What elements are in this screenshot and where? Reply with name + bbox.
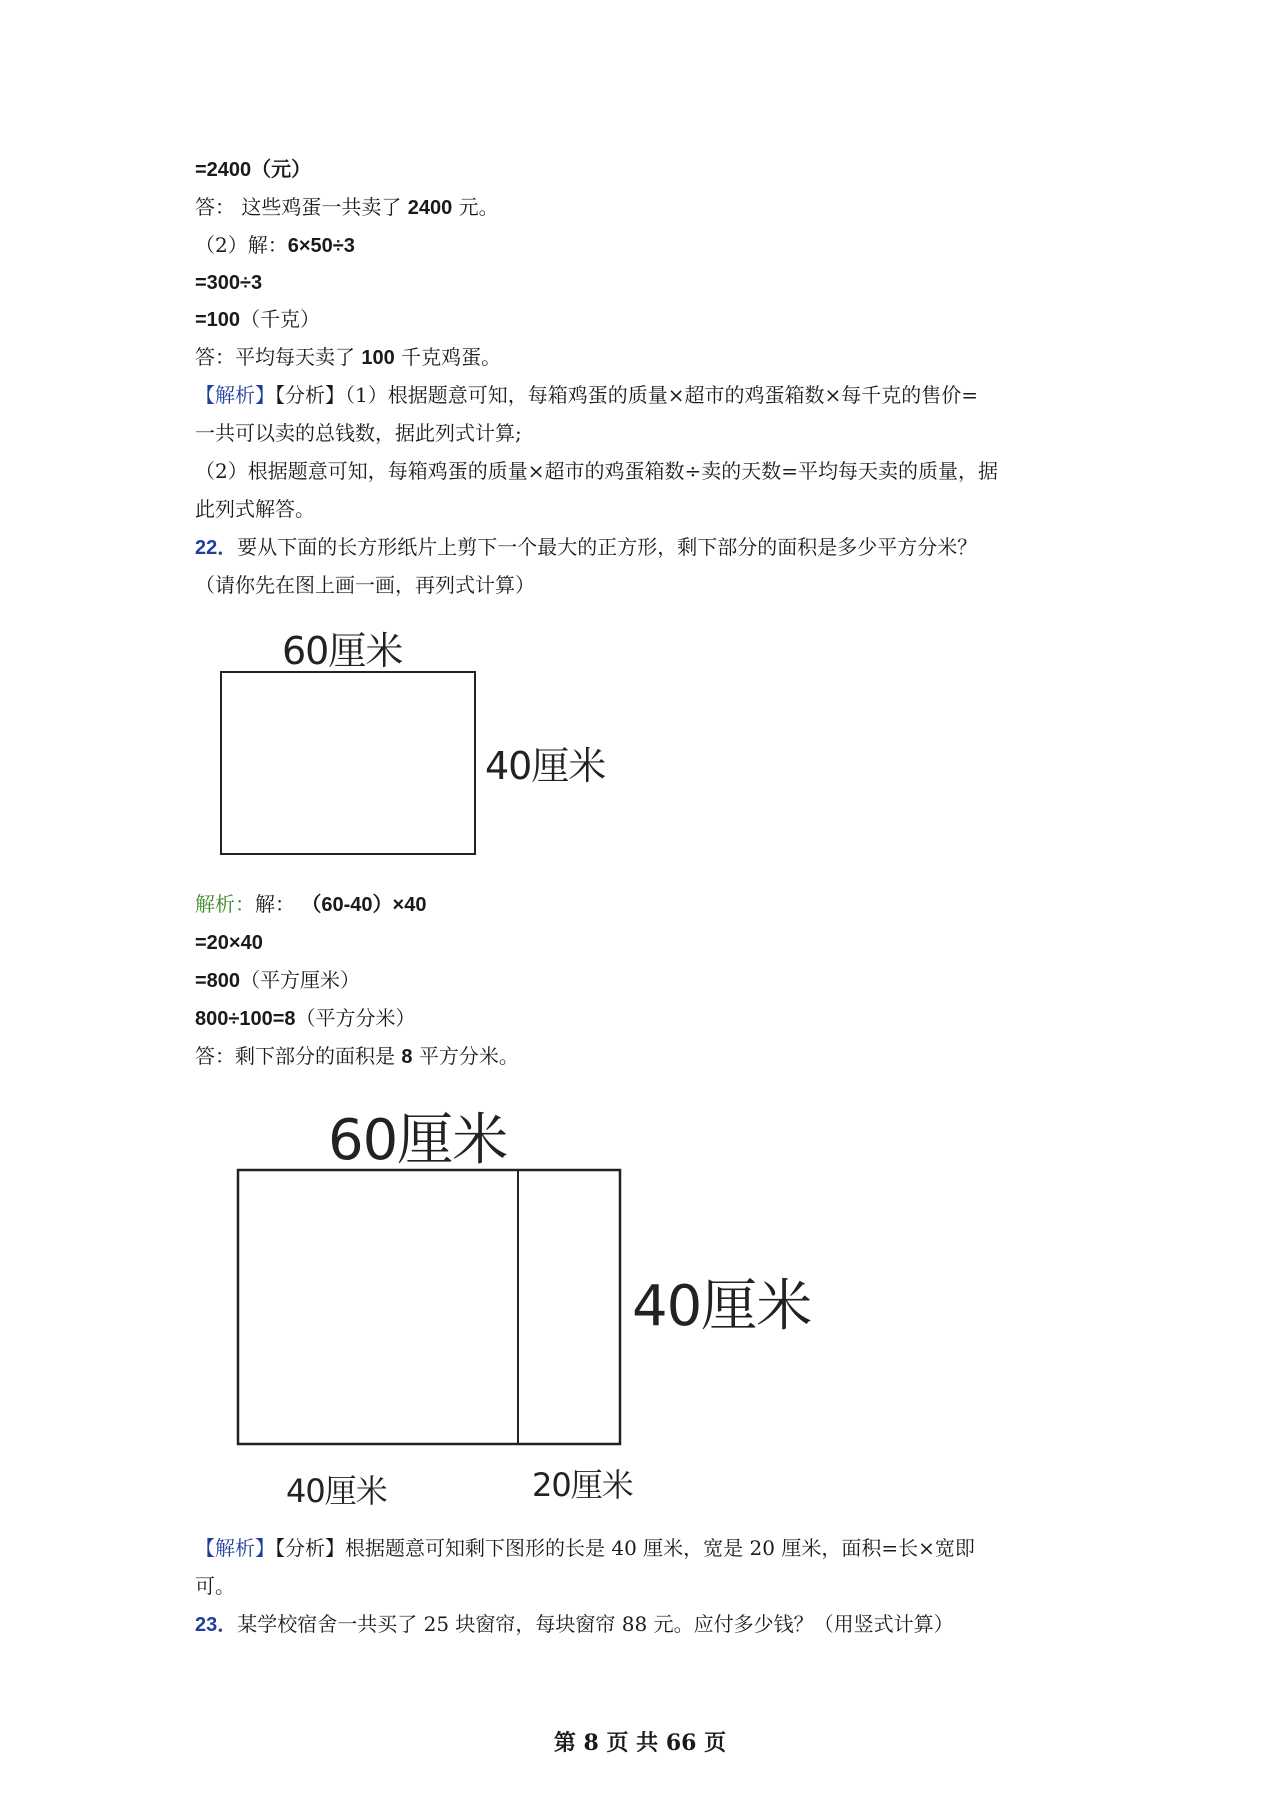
question-text: （请你先在图上画一画，再列式计算）: [195, 573, 535, 597]
solution-line: [195, 231, 355, 260]
calc-result: =800: [195, 970, 241, 992]
solution-label: （2）解：: [195, 233, 288, 257]
analysis-line: [195, 457, 998, 485]
answer-number: 100: [361, 347, 395, 369]
solution-tag: 解析：: [195, 892, 255, 916]
calc-step: =300÷3: [195, 272, 263, 294]
analysis-text: （2）根据题意可知，每箱鸡蛋的质量×超市的鸡蛋箱数÷卖的天数=平均每天卖的质量，据: [195, 459, 998, 483]
calc-conversion: 800÷100=8: [195, 1008, 296, 1030]
answer-unit: 元。: [452, 195, 499, 219]
figure-top-label: 60厘米: [282, 629, 403, 673]
answer-number: 8: [401, 1046, 413, 1068]
calc-line: [195, 268, 262, 297]
analysis-line: [195, 381, 978, 409]
analysis-tag: 【解析】: [195, 383, 275, 407]
calc-line: [195, 155, 311, 184]
calc-unit: （千克）: [240, 307, 321, 331]
answer-text: 答： 这些鸡蛋一共卖了: [195, 195, 408, 219]
question-22: [195, 533, 977, 562]
answer-line: [195, 193, 499, 222]
answer-line: [195, 1042, 519, 1071]
rectangle-figure-1: [210, 620, 630, 860]
calc-result: =100: [195, 309, 241, 331]
answer-text: 答：剩下部分的面积是: [195, 1044, 402, 1068]
calc-line: [195, 305, 320, 334]
analysis-text: 【分析】根据题意可知剩下图形的长是 40 厘米，宽是 20 厘米，面积=长×宽即: [275, 1536, 975, 1560]
answer-unit: 平方分米。: [412, 1044, 519, 1068]
calc-line: [195, 928, 263, 957]
question-text: 某学校宿舍一共买了 25 块窗帘，每块窗帘 88 元。应付多少钱？（用竖式计算）: [237, 1612, 954, 1636]
analysis-line: [195, 495, 315, 523]
calc-line: [195, 1004, 416, 1033]
calc-unit: （平方厘米）: [240, 968, 361, 992]
analysis-text: 此列式解答。: [195, 497, 315, 521]
solution-expression: 6×50÷3: [287, 235, 355, 257]
figure-side-label: 40厘米: [485, 744, 606, 788]
rectangle-figure-2: [220, 1090, 860, 1520]
solution-label: 解：: [255, 892, 295, 916]
figure-side-label: 40厘米: [632, 1274, 812, 1339]
question-22-note: [195, 571, 535, 599]
solution-expression: （60-40）×40: [301, 894, 427, 916]
analysis-text: 可。: [195, 1574, 235, 1598]
calc-unit: （平方分米）: [295, 1006, 416, 1030]
answer-unit: 千克鸡蛋。: [394, 345, 502, 369]
analysis-line: [195, 419, 522, 447]
figure-bottom-left-label: 40厘米: [286, 1472, 387, 1510]
analysis-line: [195, 1572, 235, 1600]
answer-text: 答：平均每天卖了: [195, 345, 362, 369]
answer-line: [195, 343, 501, 372]
page-footer: 第 8 页 共 66 页: [553, 1730, 727, 1756]
solution-line: [195, 890, 426, 919]
analysis-tag: 【解析】: [195, 1536, 275, 1560]
analysis-text: 【分析】（1）根据题意可知，每箱鸡蛋的质量×超市的鸡蛋箱数×每千克的售价=: [275, 383, 978, 407]
analysis-line: [195, 1534, 975, 1562]
question-number: 23．: [195, 1614, 238, 1636]
figure-bottom-right-label: 20厘米: [532, 1466, 633, 1504]
calc-line: [195, 966, 360, 995]
question-text: 要从下面的长方形纸片上剪下一个最大的正方形，剩下部分的面积是多少平方分米？: [237, 535, 978, 559]
figure-top-label: 60厘米: [328, 1108, 508, 1173]
calc-step: =20×40: [195, 932, 263, 954]
analysis-text: 一共可以卖的总钱数，据此列式计算;: [195, 421, 522, 445]
question-23: [195, 1610, 954, 1639]
answer-number: 2400: [407, 197, 453, 219]
question-number: 22．: [195, 537, 238, 559]
calc-result: =2400（元）: [195, 159, 312, 181]
